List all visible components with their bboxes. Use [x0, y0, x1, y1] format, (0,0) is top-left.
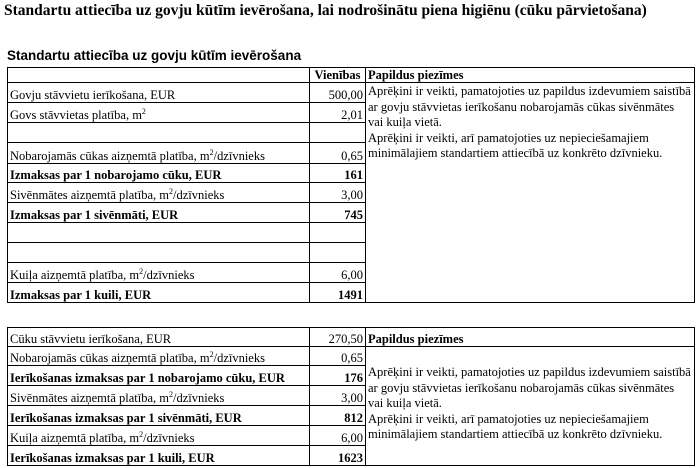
empty-row: [8, 243, 310, 263]
row-label: Nobarojamās cūkas aizņemtā platība, $m^2$/dzīvnieks: [8, 347, 310, 366]
row-value: 0,65: [310, 143, 366, 164]
row-label: Govs stāvvietas platība, $m^2$: [8, 103, 310, 123]
row-label: Sivēnmātes aizņemtā platība, $m^2$/dzīvnieks: [8, 183, 310, 203]
row-value: 0,65: [310, 347, 366, 366]
row-value: 270,50: [310, 328, 366, 347]
cow-stall-standards-table: [7, 67, 695, 303]
empty-header-cell: [8, 68, 310, 83]
row-label: Ierīkošanas izmaksas par 1 sivēnmāti, EUR: [8, 406, 310, 426]
note-paragraph: Aprēķini ir veikti, arī pamatojoties uz nepieciešamajiem minimālajiem standartiem attiecībā uz konkrēto dzīvnieku.: [368, 411, 663, 441]
row-value: 161: [310, 164, 366, 183]
row-value: 745: [310, 203, 366, 223]
row-value: 1623: [310, 446, 366, 466]
notes-column-header: Papildus piezīmes: [366, 328, 695, 347]
row-value: 6,00: [310, 426, 366, 446]
row-value: 812: [310, 406, 366, 426]
note-paragraph: Aprēķini ir veikti, pamatojoties uz papildus izdevumiem saistībā ar govju stāvvietas ierīkošanu nobarojamās cūkas sivēnmātes vai kuiļa vietā.: [368, 84, 691, 129]
row-value: 500,00: [310, 83, 366, 103]
row-label: Kuiļa aizņemtā platība, $m^2$/dzīvnieks: [8, 263, 310, 283]
row-label: Sivēnmātes aizņemtā platība, $m^2$/dzīvnieks: [8, 386, 310, 406]
row-value: 1491: [310, 283, 366, 303]
row-value: 3,00: [310, 386, 366, 406]
empty-row: [8, 223, 310, 243]
notes-cell: [366, 347, 695, 466]
row-value: 6,00: [310, 263, 366, 283]
note-paragraph: Aprēķini ir veikti, pamatojoties uz papildus izdevumiem saistībā ar govju stāvvietas ierīkošanu nobarojamās cūkas sivēnmātes vai kuiļa vietā.: [368, 365, 691, 410]
section-subtitle: Standartu attiecība uz govju kūtīm ievērošana: [7, 48, 302, 63]
row-label: Izmaksas par 1 sivēnmāti, EUR: [8, 203, 310, 223]
row-label: Cūku stāvvietu ierīkošana, EUR: [8, 328, 310, 347]
row-label: Govju stāvvietu ierīkošana, EUR: [8, 83, 310, 103]
notes-cell: [366, 83, 695, 303]
pig-stall-costs-table: [7, 327, 695, 466]
notes-column-header: Papildus piezīmes: [366, 68, 695, 83]
row-label: Ierīkošanas izmaksas par 1 nobarojamo cūku, EUR: [8, 366, 310, 386]
units-column-header: Vienības: [310, 68, 366, 83]
row-value: 176: [310, 366, 366, 386]
row-value: 3,00: [310, 183, 366, 203]
document-title: Standartu attiecība uz govju kūtīm ievērošana, lai nodrošinātu piena higiēnu (cūku pārvietošana): [4, 2, 647, 19]
row-label: Ierīkošanas izmaksas par 1 kuili, EUR: [8, 446, 310, 466]
row-label: Nobarojamās cūkas aizņemtā platība, $m^2$/dzīvnieks: [8, 143, 310, 164]
empty-row: [8, 123, 310, 143]
row-label: Izmaksas par 1 nobarojamo cūku, EUR: [8, 164, 310, 183]
row-value: 2,01: [310, 103, 366, 123]
note-paragraph: Aprēķini ir veikti, arī pamatojoties uz nepieciešamajiem minimālajiem standartiem attiecībā uz konkrēto dzīvnieku.: [368, 130, 663, 160]
row-label: Kuiļa aizņemtā platība, $m^2$/dzīvnieks: [8, 426, 310, 446]
row-label: Izmaksas par 1 kuili, EUR: [8, 283, 310, 303]
